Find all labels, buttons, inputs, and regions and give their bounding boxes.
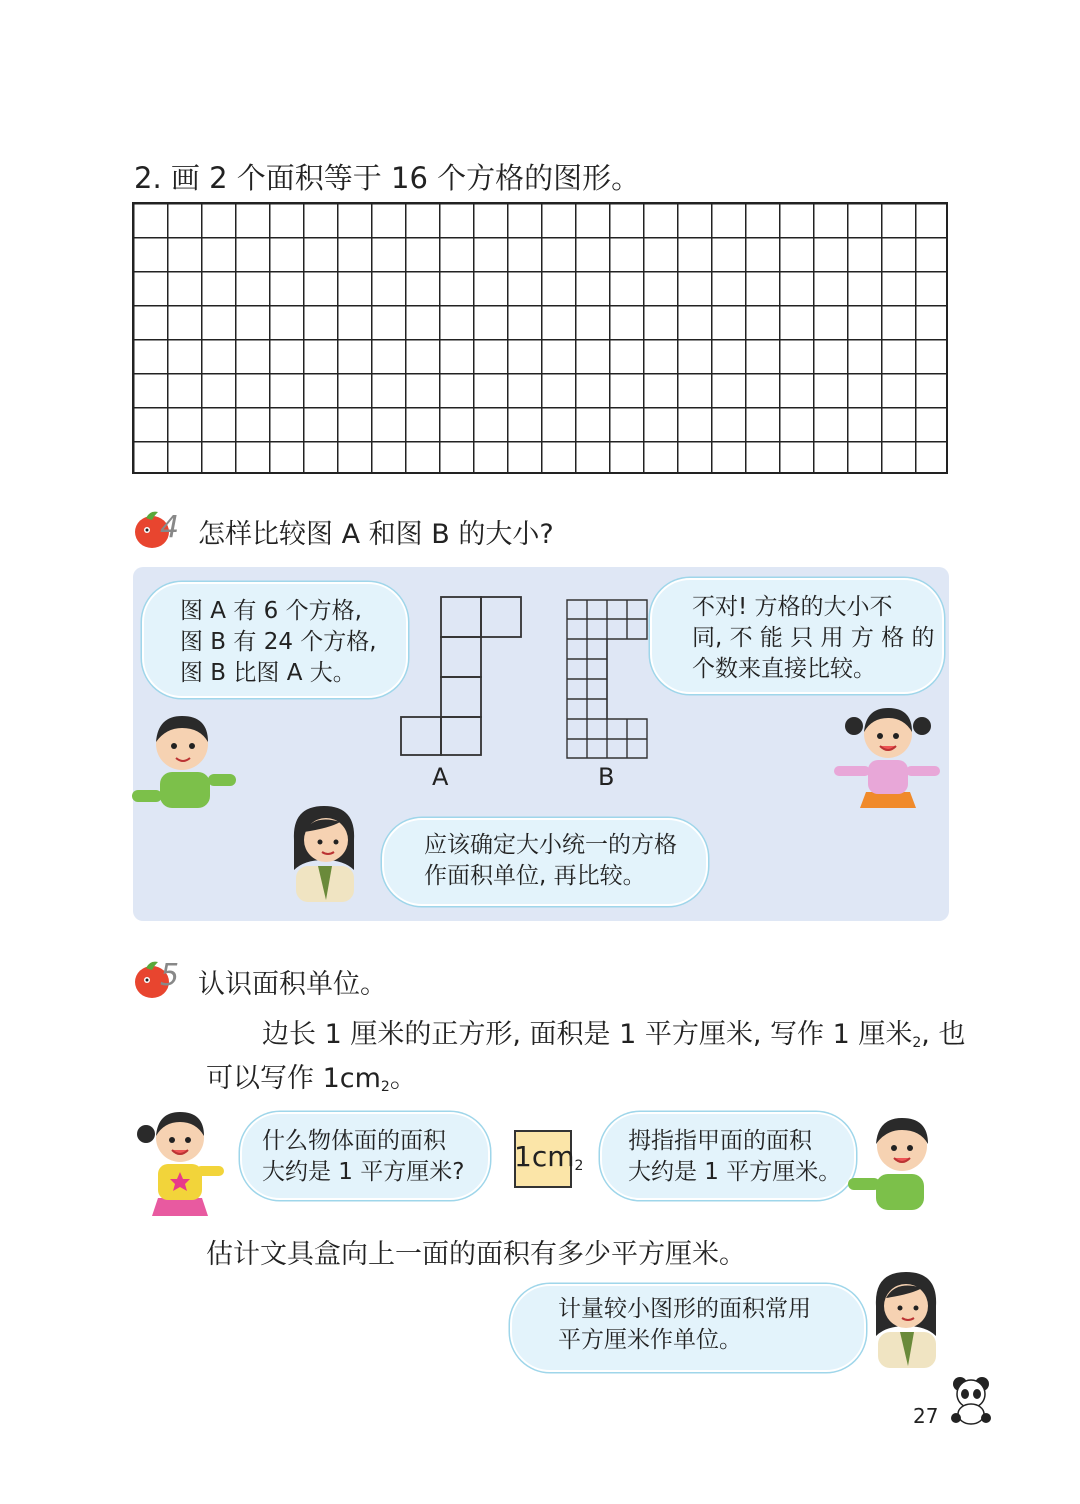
definition-line-1: 边长 1 厘米的正方形, 面积是 1 平方厘米, 写作 1 厘米$^2$, 也: [262, 1019, 966, 1051]
drawing-grid[interactable]: [132, 202, 948, 474]
girl-question-text: 什么物体面的面积 大约是 1 平方厘米?: [262, 1128, 465, 1185]
boy-answering-icon: [846, 1112, 950, 1214]
definition-line-2: 可以写作 $1cm^2$。: [206, 1063, 417, 1095]
girl-character-icon: [830, 696, 946, 812]
figure-a-label: A: [432, 763, 449, 791]
teacher-character-icon: [284, 800, 364, 904]
girl-asking-icon: [134, 1102, 226, 1220]
figure-a: [400, 596, 524, 758]
teacher-speech-text: 应该确定大小统一的方格 作面积单位, 再比较。: [424, 832, 677, 889]
teacher-tip-character-icon: [866, 1266, 946, 1370]
teacher-tip-text: 计量较小图形的面积常用 平方厘米作单位。: [558, 1296, 811, 1353]
section-4-number: 4: [160, 510, 180, 545]
figure-b: [566, 599, 648, 761]
boy-speech-text: 图 A 有 6 个方格, 图 B 有 24 个方格, 图 B 比图 A 大。: [180, 598, 377, 686]
unit-square-label: $1cm^2$: [514, 1140, 584, 1174]
boy-character-icon: [130, 708, 242, 812]
panda-icon: [946, 1374, 996, 1426]
section-4-title: 怎样比较图 A 和图 B 的大小?: [198, 519, 554, 550]
section-5-title: 认识面积单位。: [198, 969, 387, 1000]
figure-b-label: B: [598, 763, 615, 791]
boy-answer-text: 拇指指甲面的面积 大约是 1 平方厘米。: [628, 1128, 842, 1185]
girl-speech-text: 不对! 方格的大小不 同, 不 能 只 用 方 格 的 个数来直接比较。: [692, 594, 935, 682]
section-5-number: 5: [160, 958, 180, 993]
page-number: 27: [913, 1404, 939, 1428]
estimate-task: 估计文具盒向上一面的面积有多少平方厘米。: [206, 1239, 746, 1270]
question-2-title: 2. 画 2 个面积等于 16 个方格的图形。: [134, 161, 641, 195]
